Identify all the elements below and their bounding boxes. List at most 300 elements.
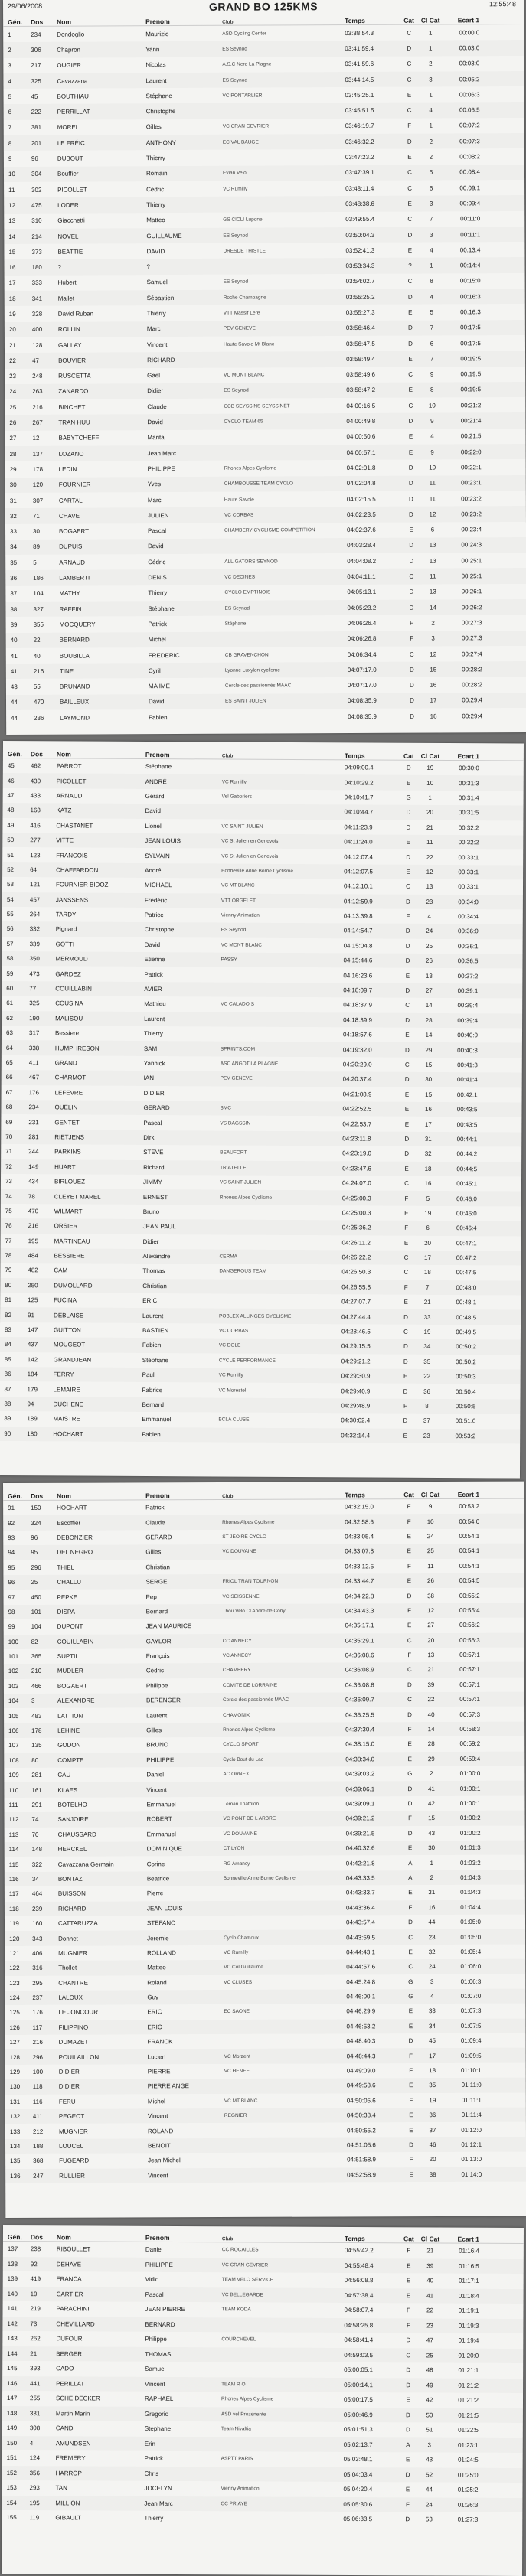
cell-club: Bonneville Anne Borne Cyclisme — [221, 868, 294, 874]
results-sheet-2 — [0, 741, 524, 1479]
cell-dos: 296 — [31, 1564, 41, 1571]
cell-club: SPRINTS.COM — [220, 1046, 256, 1052]
cell-temps: 04:20:29.0 — [342, 1061, 372, 1068]
cell-temps: 05:00:17.5 — [343, 2396, 373, 2404]
cell-dos: 40 — [33, 652, 41, 660]
cell-clcat: 19 — [423, 1328, 431, 1335]
cell-prenom: Chris — [144, 2470, 159, 2477]
cell-cat: F — [410, 619, 414, 627]
cell-prenom: Alexandre — [142, 1253, 171, 1260]
cell-temps: 04:43:36.4 — [345, 1904, 375, 1912]
cell-cat: D — [409, 588, 414, 596]
cell-clcat: 11 — [430, 572, 436, 580]
cell-ecart: 00:34:4 — [458, 913, 479, 921]
cell-temps: 04:02:23.5 — [346, 510, 376, 518]
cell-ecart: 00:47:2 — [456, 1254, 477, 1262]
cell-gen: 147 — [6, 2395, 18, 2402]
cell-cat: E — [407, 153, 412, 161]
cell-clcat: 8 — [430, 277, 433, 285]
cell-clcat: 4 — [430, 246, 433, 254]
table-row — [4, 1707, 524, 1723]
cell-club: Haute Savoie — [224, 497, 254, 503]
cell-cat: C — [407, 76, 412, 83]
cell-ecart: 00:56:2 — [459, 1622, 480, 1629]
cell-gen: 76 — [5, 1222, 12, 1230]
cell-nom: HARROP — [55, 2470, 82, 2477]
cell-dos: 178 — [31, 1727, 42, 1734]
col-prenom: Prenom — [145, 1492, 170, 1500]
cell-gen: 40 — [10, 637, 18, 644]
cell-prenom: Matteo — [146, 217, 165, 224]
cell-cat: D — [406, 853, 411, 861]
cell-dos: 295 — [32, 1979, 43, 1987]
col-nom: Nom — [57, 18, 72, 26]
cell-ecart: 00:31:4 — [458, 794, 479, 802]
cell-dos: 267 — [32, 419, 43, 426]
cell-dos: 234 — [31, 31, 41, 38]
cell-club: FRIOL TRAN TOURNON — [222, 1578, 279, 1585]
cell-nom: Donnet — [58, 1935, 78, 1942]
cell-temps: 03:58:49.4 — [346, 355, 375, 363]
cell-temps: 04:29:40.9 — [341, 1387, 371, 1395]
cell-ecart: 01:00:1 — [459, 1785, 481, 1792]
cell-nom: KLAES — [57, 1786, 78, 1794]
cell-temps: 04:00:57.1 — [346, 448, 376, 456]
cell-club: Rhones Alpes Cyclisme — [219, 1195, 273, 1201]
cell-dos: 430 — [30, 777, 41, 784]
cell-dos: 457 — [29, 895, 41, 903]
cell-gen: 148 — [6, 2409, 18, 2417]
cell-ecart: 00:39:1 — [457, 987, 479, 995]
cell-prenom: Philippe — [145, 1682, 168, 1690]
cell-gen: 129 — [9, 2068, 21, 2076]
race-title: GRAND BO 125KMS — [208, 0, 319, 13]
cell-clcat: 27 — [425, 986, 433, 994]
table-row — [0, 1427, 520, 1444]
cell-temps: 04:43:33.5 — [345, 1874, 375, 1882]
cell-ecart: 00:17:5 — [460, 339, 481, 347]
cell-clcat: 19 — [426, 765, 434, 772]
cell-clcat: 23 — [428, 1933, 436, 1941]
cell-prenom: Lionel — [145, 822, 162, 830]
cell-temps: 04:39:21.5 — [345, 1830, 375, 1837]
cell-nom: GENTET — [54, 1118, 80, 1127]
cell-ecart: 01:04:3 — [460, 1873, 481, 1881]
cell-ecart: 01:19:3 — [458, 2322, 479, 2330]
cell-gen: 142 — [7, 2320, 18, 2327]
cell-temps: 04:12:10.1 — [343, 882, 373, 890]
cell-club: REGNIER — [224, 2113, 247, 2119]
cell-cat: C — [406, 883, 410, 891]
cell-dos: 55 — [33, 683, 41, 690]
cell-clcat: 6 — [430, 526, 435, 533]
cell-nom: PERRILLAT — [57, 108, 90, 116]
cell-cat: E — [408, 448, 413, 456]
cell-gen: 8 — [8, 139, 12, 147]
cell-club: BCLA CLUSE — [218, 1417, 250, 1423]
cell-dos: 5 — [33, 559, 37, 566]
col-clcat: Cl Cat — [420, 752, 440, 760]
cell-club — [224, 1922, 346, 1923]
cell-cat: D — [410, 697, 414, 705]
table-row — [5, 1885, 525, 1902]
cell-prenom: Samuel — [145, 2366, 166, 2373]
table-row — [5, 1899, 525, 1916]
cell-nom: Chapron — [57, 46, 80, 54]
cell-gen: 155 — [6, 2514, 17, 2522]
cell-dos: 45 — [31, 93, 38, 100]
cell-temps: 03:56:46.4 — [345, 324, 375, 332]
cell-gen: 90 — [4, 1430, 11, 1437]
cell-nom: MOCQUERY — [59, 621, 96, 628]
cell-ecart: 00:15:0 — [459, 277, 481, 285]
cell-gen: 96 — [8, 1579, 15, 1586]
cell-nom: CARTIER — [56, 2291, 83, 2298]
cell-nom: BOGAERT — [57, 1682, 87, 1690]
cell-cat: C — [407, 1696, 412, 1704]
cell-cat: E — [405, 1031, 410, 1039]
cell-gen: 94 — [8, 1549, 15, 1557]
cell-prenom: Jean Michel — [148, 2157, 181, 2164]
cell-dos: 184 — [27, 1371, 38, 1378]
cell-gen: 48 — [7, 807, 15, 814]
cell-clcat: 20 — [424, 1239, 432, 1247]
col-club: Club — [222, 1493, 234, 1500]
cell-temps: 05:00:14.1 — [344, 2381, 373, 2389]
cell-temps: 04:33:44.7 — [345, 1577, 374, 1585]
cell-club: Rhones Alpes Cyclisme — [221, 2396, 274, 2402]
cell-temps: 04:33:12.5 — [345, 1563, 374, 1570]
cell-cat: C — [403, 1269, 409, 1277]
cell-prenom: Stephane — [144, 2425, 172, 2433]
cell-temps: 04:05:23.2 — [347, 604, 377, 611]
cell-clcat: 30 — [428, 1844, 436, 1852]
col-temps: Temps — [345, 16, 365, 25]
cell-cat: D — [406, 2411, 410, 2419]
cell-prenom: Christian — [145, 1563, 170, 1571]
cell-nom: PARROT — [56, 762, 82, 770]
cell-prenom: Claude — [145, 1518, 165, 1526]
cell-clcat: 18 — [423, 1269, 431, 1277]
cell-prenom: David — [147, 419, 163, 426]
cell-cat: F — [406, 912, 410, 920]
cell-ecart: 01:11:1 — [461, 2096, 482, 2104]
cell-temps: 04:10:41.7 — [344, 794, 374, 801]
cell-cat: E — [407, 246, 413, 254]
cell-club: Evian Velo — [222, 170, 247, 177]
cell-clcat: 39 — [427, 1681, 435, 1688]
cell-gen: 141 — [7, 2305, 18, 2313]
cell-dos: 70 — [31, 1831, 39, 1838]
cell-temps: 04:40:32.6 — [345, 1844, 375, 1852]
cell-club — [224, 359, 346, 360]
cell-dos: 30 — [33, 527, 40, 535]
cell-prenom: Didier — [147, 387, 164, 395]
cell-gen: 25 — [9, 403, 17, 411]
cell-clcat: 1 — [430, 1859, 433, 1867]
cell-gen: 15 — [8, 248, 16, 256]
cell-club — [221, 2473, 344, 2474]
cell-clcat: 42 — [426, 2396, 433, 2404]
cell-nom: TARDY — [55, 911, 77, 918]
cell-gen: 23 — [9, 373, 17, 380]
cell-club: TEAM VELO SERVICE — [221, 2277, 274, 2283]
cell-nom: COUILLABIN — [55, 985, 92, 993]
cell-temps: 04:44:57.6 — [346, 1963, 376, 1971]
cell-prenom: GUILLAUME — [146, 232, 182, 240]
cell-nom: Bouffier — [57, 170, 79, 178]
cell-nom: DUBOUT — [57, 155, 83, 162]
cell-club: ASD Cycling Center — [222, 31, 267, 37]
cell-club — [224, 2175, 347, 2176]
cell-temps: 04:38:34.0 — [345, 1756, 375, 1763]
table-row — [5, 2004, 525, 2020]
cell-temps: 03:53:34.3 — [345, 262, 375, 270]
cell-gen: 152 — [6, 2469, 17, 2477]
cell-clcat: 32 — [424, 1150, 432, 1158]
cell-gen: 59 — [6, 970, 14, 977]
cell-club: ES Seynod — [223, 233, 248, 239]
cell-nom: LOZANO — [58, 450, 84, 458]
cell-gen: 70 — [5, 1133, 13, 1141]
cell-prenom: SERGE — [145, 1578, 168, 1586]
cell-cat: D — [407, 138, 412, 145]
cell-clcat: 45 — [429, 2037, 436, 2045]
cell-gen: 128 — [9, 2053, 20, 2061]
cell-dos: 147 — [27, 1326, 38, 1334]
cell-ecart: 00:23:1 — [461, 479, 482, 487]
cell-gen: 30 — [9, 481, 17, 489]
cell-temps: 03:44:14.5 — [345, 76, 374, 83]
cell-gen: 81 — [5, 1296, 12, 1304]
cell-dos: 237 — [32, 1994, 43, 2001]
cell-gen: 71 — [5, 1148, 13, 1156]
cell-dos: 77 — [29, 985, 37, 993]
cell-ecart: 01:18:4 — [458, 2292, 479, 2300]
cell-prenom: Laurent — [146, 1711, 168, 1720]
cell-temps: 04:27:44.4 — [341, 1312, 371, 1321]
cell-nom: CHEVILLARD — [56, 2320, 95, 2328]
cell-nom: ? — [57, 263, 61, 271]
cell-gen: 64 — [5, 1044, 13, 1052]
cell-dos: 406 — [32, 1949, 43, 1957]
cell-gen: 107 — [8, 1742, 19, 1749]
cell-gen: 114 — [8, 1846, 19, 1854]
cell-clcat: 35 — [429, 2082, 436, 2089]
cell-clcat: 5 — [430, 308, 434, 316]
cell-gen: 52 — [7, 866, 15, 873]
cell-temps: 04:36:09.7 — [345, 1696, 374, 1704]
cell-nom: CHAVE — [58, 512, 80, 520]
cell-dos: 343 — [32, 1935, 43, 1942]
cell-prenom: Vincent — [148, 2172, 168, 2180]
cell-prenom: Vincent — [145, 2380, 165, 2388]
cell-prenom: Jean Marc — [147, 449, 176, 457]
cell-cat: C — [409, 651, 414, 658]
cell-ecart: 01:04:3 — [460, 1889, 481, 1896]
table-row — [5, 2033, 526, 2050]
cell-ecart: 00:32:2 — [458, 839, 479, 846]
cell-clcat: 14 — [427, 1726, 435, 1733]
cell-clcat: 19 — [429, 2096, 436, 2104]
cell-cat: F — [407, 1726, 412, 1733]
cell-temps: 04:11:24.0 — [344, 838, 373, 846]
cell-cat: E — [406, 2292, 411, 2300]
cell-gen: 125 — [9, 2009, 20, 2017]
cell-gen: 93 — [8, 1534, 15, 1541]
cell-temps: 04:19:32.0 — [342, 1045, 372, 1054]
cell-ecart: 01:03:2 — [460, 1859, 481, 1867]
cell-ecart: 00:57:1 — [459, 1651, 480, 1659]
cell-dos: 264 — [29, 911, 41, 918]
cell-clcat: 25 — [426, 942, 433, 950]
cell-nom: BRUNAND — [59, 683, 90, 690]
cell-cat: C — [407, 278, 413, 285]
cell-temps: 04:33:07.8 — [345, 1547, 374, 1555]
cell-ecart: 00:07:2 — [459, 122, 480, 129]
cell-gen: 12 — [8, 201, 16, 209]
cell-dos: 201 — [31, 139, 42, 147]
cell-ecart: 00:41:3 — [457, 1061, 478, 1069]
cell-gen: 84 — [4, 1341, 11, 1348]
cell-cat: F — [409, 2067, 413, 2075]
cell-cat: D — [405, 2426, 410, 2434]
cell-temps: 04:32:14.4 — [341, 1432, 371, 1440]
cell-clcat: 21 — [426, 2247, 434, 2255]
cell-clcat: 4 — [430, 432, 434, 440]
cell-cat: C — [405, 1002, 410, 1009]
cell-clcat: 47 — [426, 2336, 433, 2344]
cell-prenom: Fabien — [142, 1430, 161, 1438]
table-row — [5, 2018, 525, 2035]
cell-prenom: Thierry — [146, 310, 166, 318]
cell-temps: 04:49:09.0 — [346, 2067, 376, 2075]
cell-club: BMC — [220, 1105, 231, 1111]
cell-ecart: 00:46:0 — [456, 1210, 477, 1218]
cell-ecart: 00:26:1 — [461, 588, 482, 595]
cell-cat: G — [408, 1978, 413, 1985]
col-temps: Temps — [345, 1491, 365, 1499]
cell-dos: 483 — [31, 1712, 42, 1720]
cell-dos: 331 — [29, 2409, 41, 2417]
cell-club — [220, 1227, 342, 1228]
cell-gen: 121 — [9, 1949, 20, 1957]
cell-nom: PEPKE — [57, 1593, 78, 1601]
cell-nom: Mallet — [57, 295, 75, 302]
cell-cat: E — [406, 838, 411, 846]
cell-dos: 296 — [32, 2053, 43, 2061]
cell-clcat: 2 — [430, 1873, 434, 1882]
cell-gen: 66 — [5, 1074, 13, 1081]
cell-dos: 263 — [32, 388, 43, 396]
cell-temps: 04:43:57.4 — [345, 1919, 375, 1926]
cell-club: BEAUFORT — [220, 1149, 247, 1156]
cell-dos: 350 — [29, 955, 40, 963]
table-row — [5, 2048, 526, 2065]
cell-cat: D — [410, 712, 414, 720]
cell-temps: 03:38:54.3 — [345, 29, 374, 37]
cell-dos: 216 — [32, 2039, 43, 2046]
cell-club — [224, 2085, 347, 2086]
cell-nom: ROLLIN — [57, 325, 80, 333]
cell-club — [224, 437, 346, 438]
cell-nom: PARACHINI — [56, 2305, 90, 2313]
cell-cat: F — [407, 1562, 411, 1570]
cell-clcat: 34 — [423, 1343, 431, 1351]
table-row — [4, 1795, 524, 1812]
col-dos: Dos — [30, 2233, 44, 2242]
cell-ecart: 00:44:5 — [456, 1165, 478, 1172]
cell-dos: 217 — [31, 62, 41, 70]
cell-ecart: 00:03:0 — [459, 44, 480, 52]
cell-gen: 44 — [10, 699, 18, 706]
cell-club: ALLIGATORS SEYNOD — [224, 559, 278, 565]
cell-ecart: 00:33:1 — [458, 883, 479, 891]
cell-nom: HUMPHRESON — [54, 1044, 100, 1052]
cell-nom: MOUGEOT — [53, 1341, 86, 1348]
cell-temps: 04:12:07.5 — [344, 868, 373, 876]
cell-ecart: 00:50:2 — [456, 1358, 476, 1366]
cell-club: VC BELLEGARDE — [221, 2291, 263, 2298]
cell-nom: DUPUIS — [59, 543, 83, 551]
cell-clcat: 22 — [427, 1696, 435, 1704]
cell-clcat: 37 — [423, 1417, 430, 1425]
cell-temps: 04:06:34.4 — [347, 651, 377, 658]
cell-cat: D — [409, 510, 413, 518]
table-row — [5, 2078, 526, 2095]
cell-club: ASC ANGOT LA PLAGNE — [220, 1061, 279, 1067]
cell-nom: FERRY — [53, 1371, 74, 1378]
cell-club — [224, 2145, 347, 2146]
cell-nom: BESSIERE — [54, 1252, 85, 1260]
cell-temps: 03:41:59.4 — [345, 44, 374, 52]
cell-nom: CHALLUT — [57, 1578, 85, 1586]
cell-nom: POUILAILLON — [58, 2053, 100, 2061]
cell-prenom: François — [145, 1652, 170, 1660]
cell-cat: E — [407, 1547, 412, 1555]
cell-clcat: 9 — [430, 417, 434, 425]
cell-ecart: 00:54:1 — [459, 1547, 480, 1555]
cell-club — [220, 1242, 342, 1243]
cell-prenom: Corine — [146, 1860, 165, 1867]
cell-ecart: 01:27:3 — [457, 2516, 479, 2523]
table-row — [4, 1736, 524, 1753]
cell-clcat: 23 — [426, 898, 433, 905]
cell-clcat: 24 — [425, 2501, 433, 2509]
cell-ecart: 00:29:4 — [462, 712, 483, 720]
cell-prenom: Matteo — [147, 1964, 166, 1971]
cell-dos: 179 — [27, 1385, 38, 1393]
cell-cat: F — [408, 1815, 412, 1822]
cell-ecart: 01:05:0 — [460, 1933, 482, 1941]
cell-gen: 35 — [10, 559, 18, 566]
cell-temps: 04:10:29.2 — [344, 778, 374, 787]
cell-dos: 137 — [32, 450, 43, 458]
column-header — [3, 2225, 524, 2244]
cell-clcat: 13 — [427, 1652, 435, 1659]
cell-ecart: 00:23:2 — [461, 494, 482, 502]
cell-temps: 05:03:48.1 — [343, 2456, 373, 2464]
cell-clcat: 29 — [425, 1046, 433, 1054]
cell-cat: F — [406, 2322, 410, 2330]
cell-clcat: 46 — [429, 2141, 436, 2149]
cell-prenom: Jeremie — [147, 1934, 169, 1942]
cell-clcat: 17 — [430, 696, 437, 704]
cell-ecart: 01:04:4 — [460, 1903, 481, 1911]
cell-gen: 7 — [8, 124, 12, 132]
cell-cat: E — [406, 2277, 411, 2284]
cell-gen: 119 — [8, 1920, 19, 1928]
